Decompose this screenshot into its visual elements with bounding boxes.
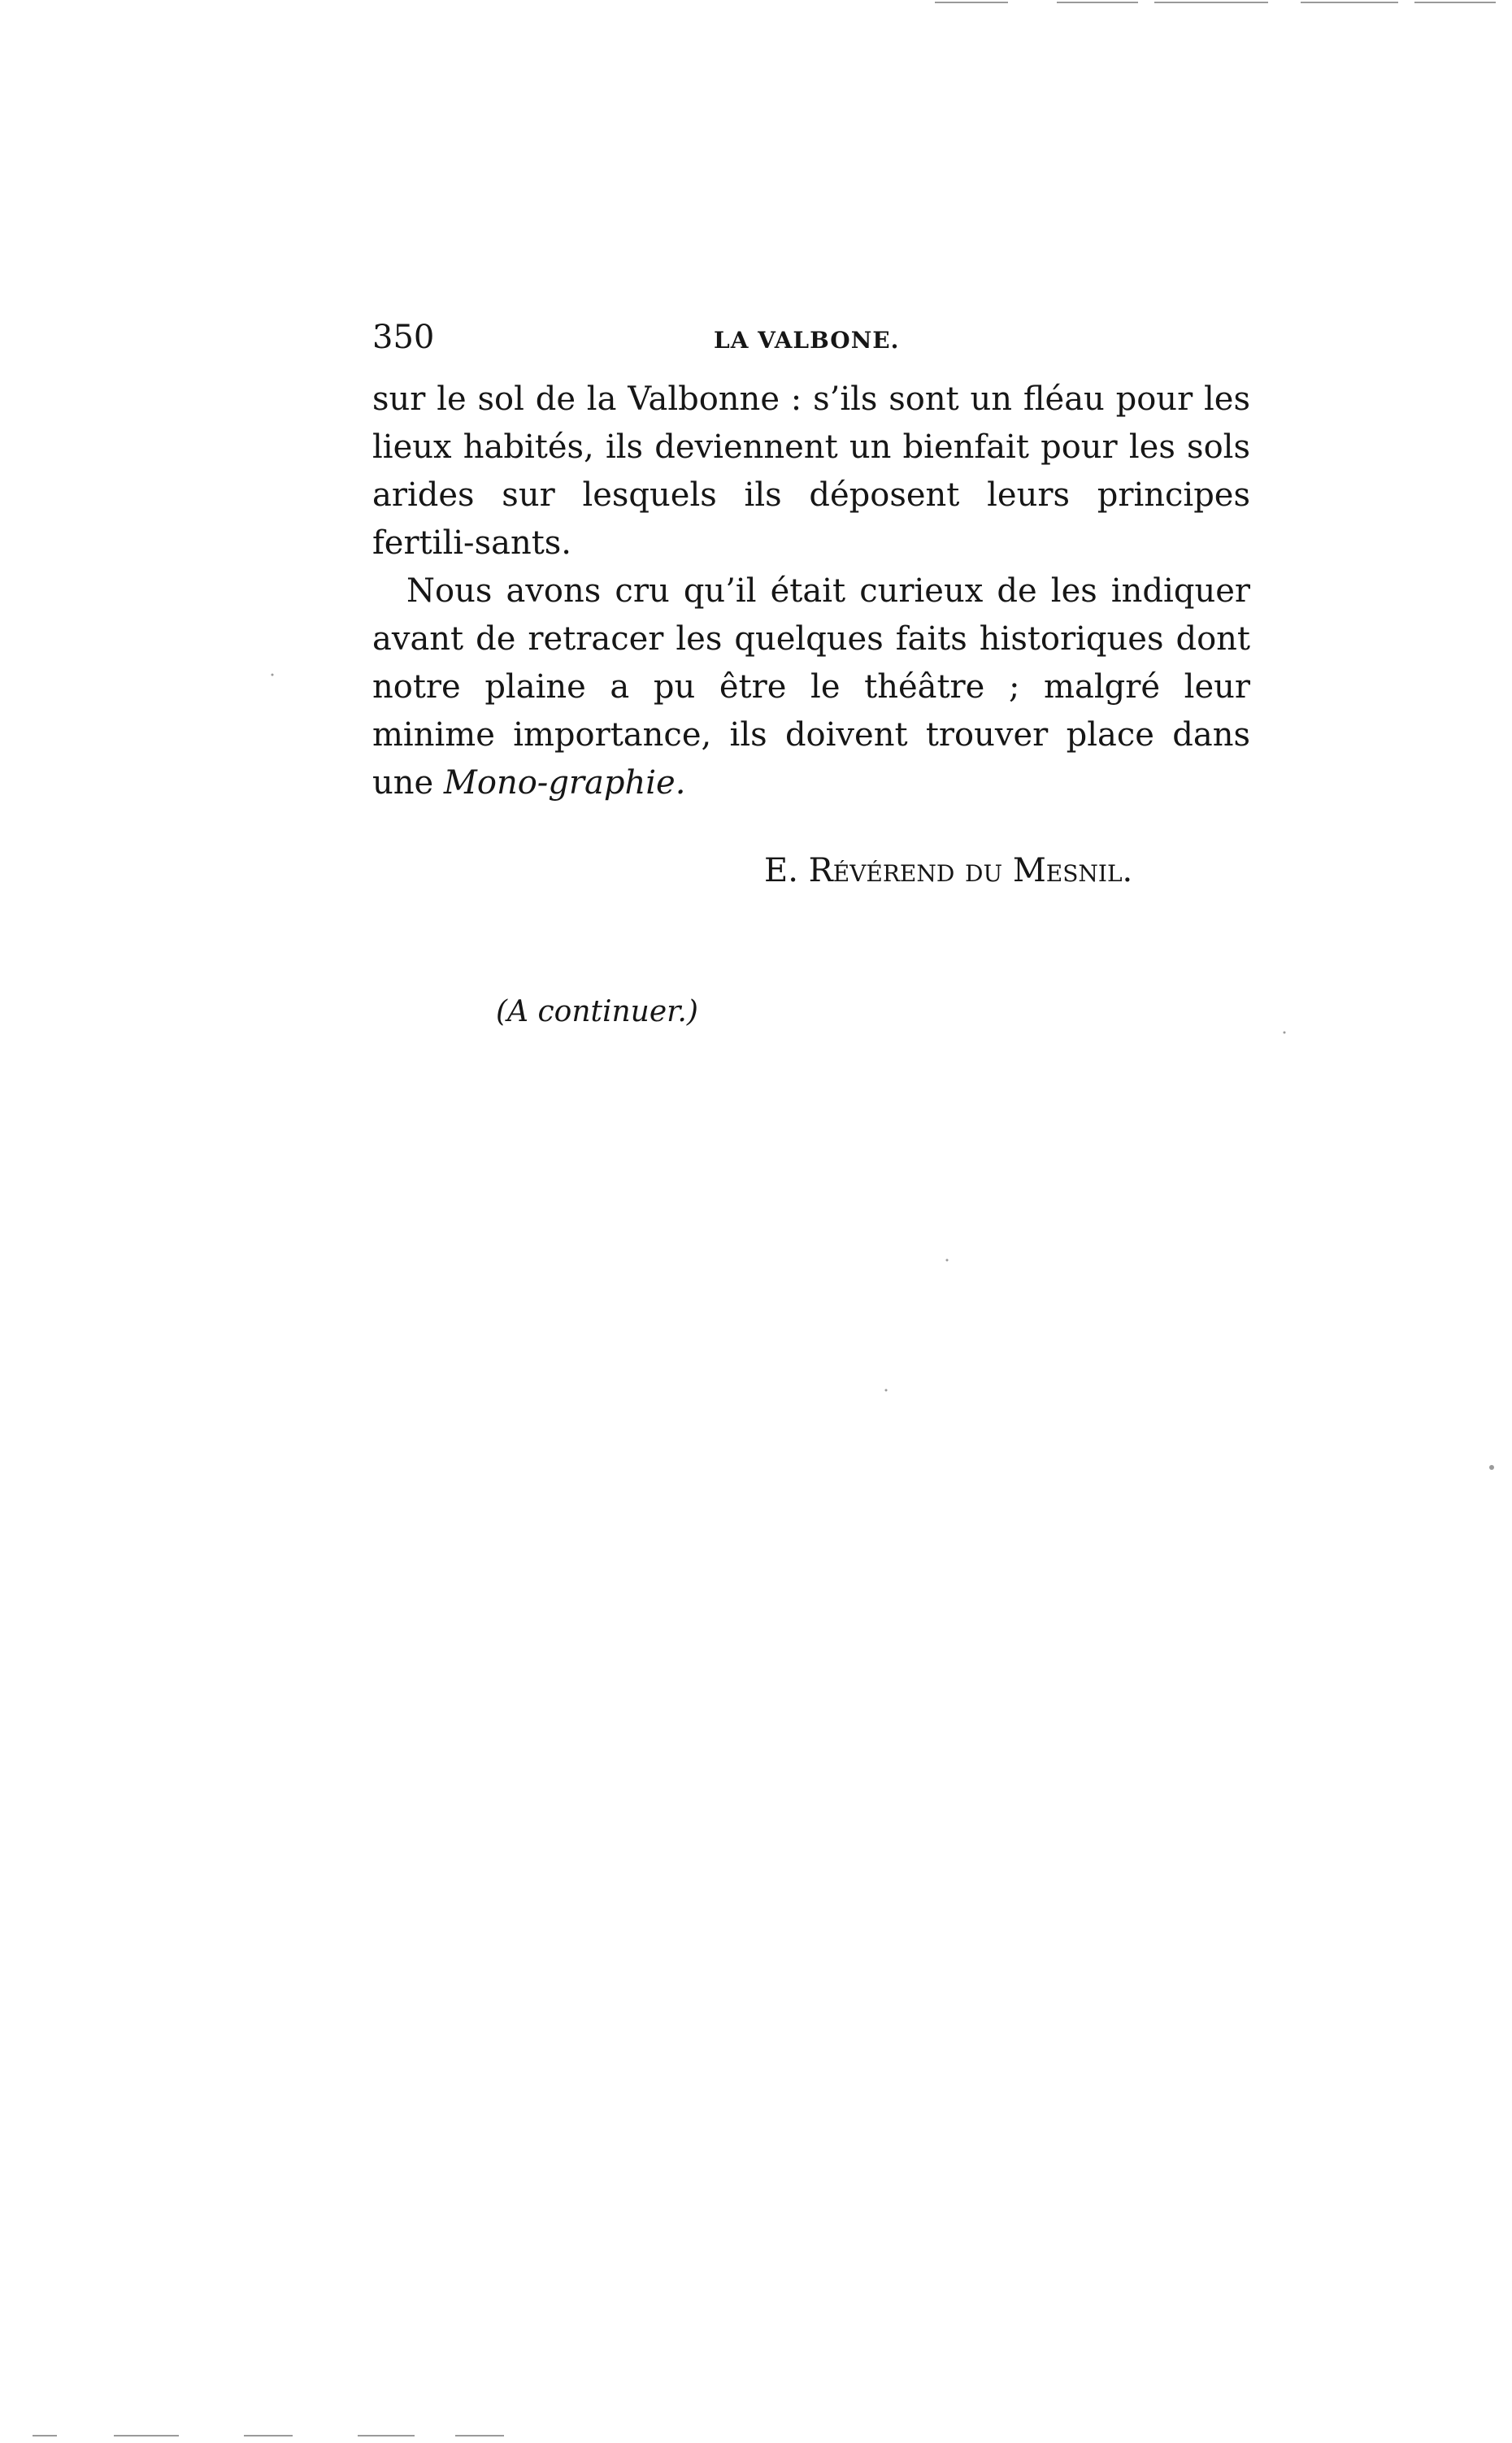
running-head: LA VALBONE. <box>714 327 900 354</box>
signature-mesnil-initial: M <box>1012 852 1046 889</box>
signature-initial: E. R <box>764 852 833 889</box>
paragraph-1: sur le sol de la Valbonne : s’ils sont un fléau pour les lieux habités, ils deviennent un bienfait pour les sols arides sur lesquels ils déposent leurs principes fertili-sants. <box>372 380 1250 562</box>
page-number: 350 <box>372 319 435 356</box>
signature-du: du <box>965 852 1003 889</box>
continuation-note: (A continuer.) <box>496 995 698 1028</box>
paragraph-2-italic: Mono-graphie. <box>443 764 686 802</box>
signature-mesnil: esnil. <box>1045 852 1133 889</box>
paragraph-2-text: Nous avons cru qu’il était curieux de les indiquer avant de retracer les quelques faits historiques dont notre plaine a pu être le théâtre ; malgré leur minime importance, ils doivent trouver place dans une <box>372 572 1250 802</box>
paragraph-2 <box>372 567 1250 807</box>
page-header <box>372 319 1250 364</box>
signature-reverend: évérend <box>832 852 955 889</box>
author-signature <box>764 852 1132 889</box>
body-text <box>372 376 1250 807</box>
